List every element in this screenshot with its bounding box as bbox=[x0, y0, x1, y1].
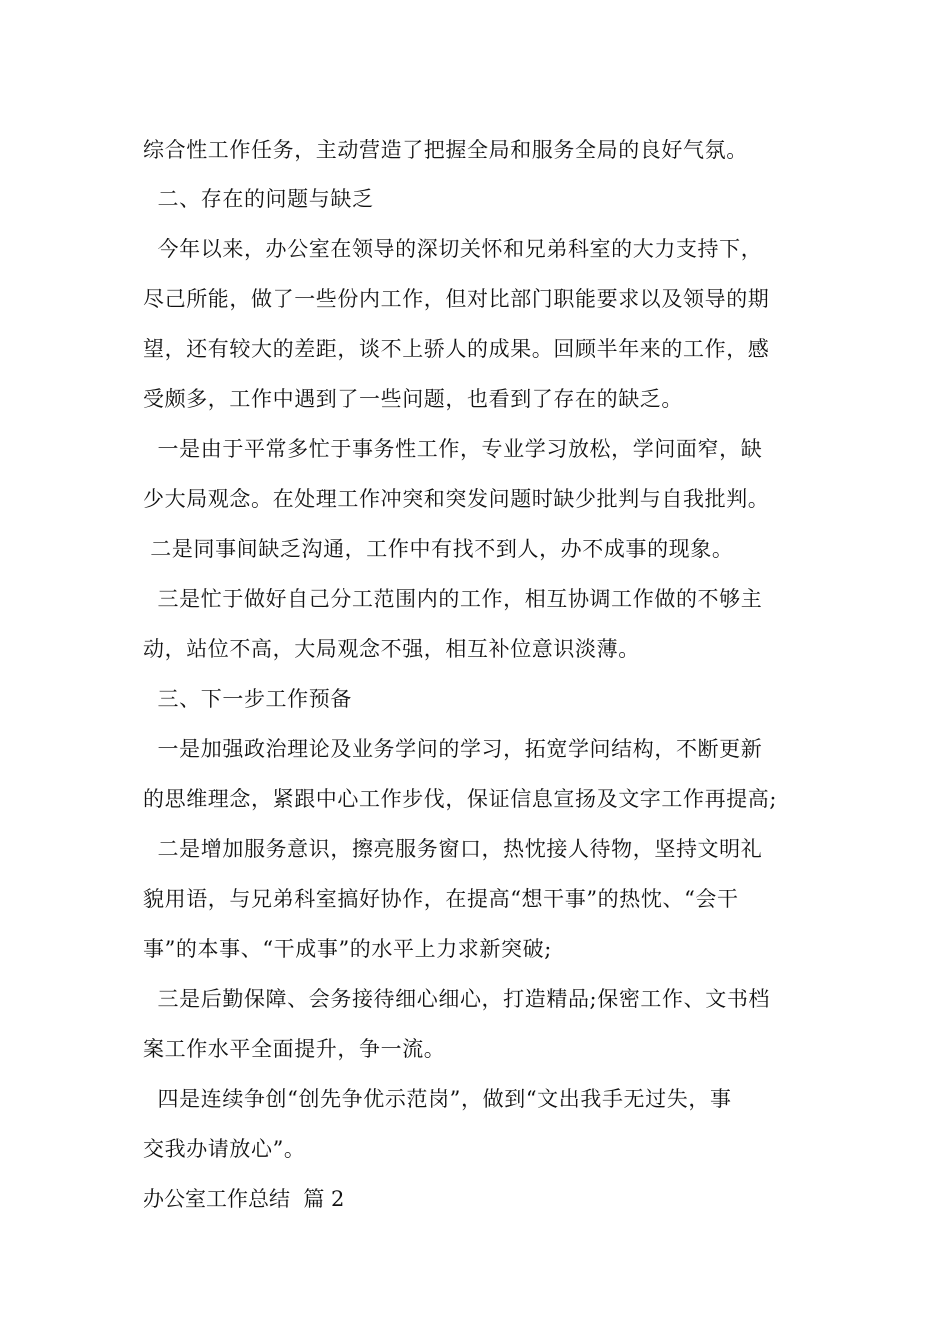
text-line-19: 案工作水平全面提升，争一流。 bbox=[143, 1037, 446, 1061]
text-line-10: 三是忙于做好自己分工范围内的工作，相互协调工作做的不够主 bbox=[143, 587, 763, 611]
section-heading-next-steps: 三、下一步工作预备 bbox=[143, 687, 352, 711]
text-line-11: 动，站位不高，大局观念不强，相互补位意识淡薄。 bbox=[143, 637, 640, 661]
text-line-14: 的思维理念，紧跟中心工作步伐，保证信息宣扬及文字工作再提高; bbox=[143, 787, 778, 811]
text-line-15: 二是增加服务意识，擦亮服务窗口，热忱接人待物，坚持文明礼 bbox=[143, 837, 763, 861]
text-line-9: 二是同事间缺乏沟通，工作中有找不到人，办不成事的现象。 bbox=[143, 537, 734, 561]
text-line-16: 貌用语，与兄弟科室搞好协作，在提高“想干事”的热忱、“会干 bbox=[143, 887, 739, 911]
text-line-13: 一是加强政治理论及业务学问的学习，拓宽学问结构，不断更新 bbox=[143, 737, 763, 761]
text-line-17: 事”的本事、“干成事”的水平上力求新突破; bbox=[143, 937, 552, 961]
text-line-1: 综合性工作任务，主动营造了把握全局和服务全局的良好气氛。 bbox=[143, 138, 748, 162]
next-section-title: 办公室工作总结 篇 2 bbox=[143, 1187, 345, 1211]
text-line-18: 三是后勤保障、会务接待细心细心，打造精品;保密工作、文书档 bbox=[143, 987, 771, 1011]
text-line-4: 尽己所能，做了一些份内工作，但对比部门职能要求以及领导的期 bbox=[143, 287, 770, 311]
text-line-8: 少大局观念。在处理工作冲突和突发问题时缺少批判与自我批判。 bbox=[143, 487, 770, 511]
text-line-5: 望，还有较大的差距，谈不上骄人的成果。回顾半年来的工作，感 bbox=[143, 337, 770, 361]
section-heading-problems: 二、存在的问题与缺乏 bbox=[143, 187, 374, 211]
text-line-21: 交我办请放心”。 bbox=[143, 1137, 306, 1161]
text-line-6: 受颇多，工作中遇到了一些问题，也看到了存在的缺乏。 bbox=[143, 387, 683, 411]
text-line-3: 今年以来，办公室在领导的深切关怀和兄弟科室的大力支持下， bbox=[143, 237, 763, 261]
text-line-20: 四是连续争创“创先争优示范岗”，做到“文出我手无过失，事 bbox=[143, 1087, 732, 1111]
text-line-7: 一是由于平常多忙于事务性工作，专业学习放松，学问面窄，缺 bbox=[143, 437, 763, 461]
